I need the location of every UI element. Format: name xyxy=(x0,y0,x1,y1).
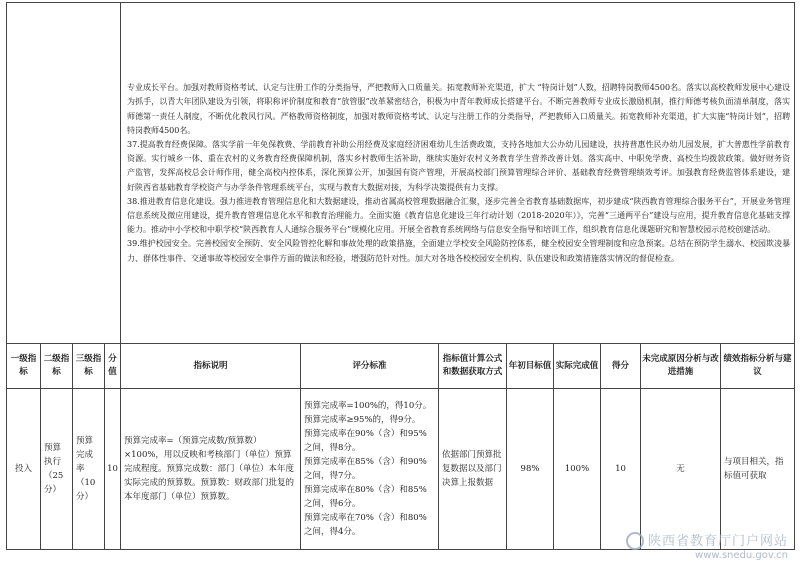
cell-level3: 预算完成率（10分） xyxy=(73,389,105,550)
cell-target: 98% xyxy=(507,389,554,550)
performance-table xyxy=(6,2,795,550)
header-target: 年初目标值 xyxy=(507,344,554,389)
header-got: 得分 xyxy=(601,344,641,389)
paragraph-39-campus-safety: 39.维护校园安全。完善校园安全预防、安全风险管控化解和事故处理的政策措施，全面建立学校安全风险防控体系，健全校园安全管理制度和应急预案。总结在预防学生溺水、校园欺凌暴力、群体性事件、交通事故等校园安全事件方面的做法和经验，增强防范针对性。加大对各地各校校园安全机构、队伍建设和政策措施落实情况的督促检查。 xyxy=(127,239,791,263)
cell-level2: 预算执行（25分） xyxy=(41,389,73,550)
continuation-blank-cell xyxy=(7,3,121,344)
header-level2: 二级指标 xyxy=(41,344,73,389)
paragraph-38-informatization: 38.推进教育信息化建设。强力推进教育管理信息化和大数据建设，推动省属高校管理数据融合汇聚，逐步完善全省教育基础数据库，初步建成“陕西教育管理综合服务平台”，开展业务管理信息系统及微应用建设，提升教育管理信息化水平和教育治理能力。全面实施《教育信息化建设三年行动计划（2018-2020年）》，完善“三通两平台”建设与应用，提升教育信息化基础支撑能力。推动中小学校和中职学校“陕西教育人人通综合服务平台”规模化应用。开展全省教育系统网络与信息安全指导和培训工作，组织教育信息化课题研究和智慧校园示范校创建活动。 xyxy=(127,196,791,235)
header-level1: 一级指标 xyxy=(7,344,41,389)
header-formula: 指标值计算公式和数据获取方式 xyxy=(439,344,507,389)
cell-actual: 100% xyxy=(554,389,601,550)
cell-analysis: 与项目相关，指标值可获取 xyxy=(721,389,795,550)
cell-criteria xyxy=(301,389,439,550)
header-level3: 三级指标 xyxy=(73,344,105,389)
table-row xyxy=(7,389,795,550)
criteria-line: 预算完成率在90%（含）和95%之间，得8分。 xyxy=(304,429,427,453)
continuation-text-cell xyxy=(121,3,795,344)
header-criteria: 评分标准 xyxy=(301,344,439,389)
header-analysis: 绩效指标分析与建议 xyxy=(721,344,795,389)
header-row xyxy=(7,344,795,389)
criteria-line: 预算完成率在70%（含）和80%之间，得4分。 xyxy=(304,513,427,537)
cell-formula: 依据部门预算批复数据以及部门决算上报数据 xyxy=(439,389,507,550)
criteria-line: 预算完成率在85%（含）和90%之间，得7分。 xyxy=(304,457,427,481)
header-score: 分值 xyxy=(105,344,121,389)
watermark-site-name: 陕西省教育厅门户网站 xyxy=(647,533,788,549)
cell-reason: 无 xyxy=(641,389,721,550)
header-actual: 实际完成值 xyxy=(554,344,601,389)
criteria-line: 预算完成率在80%（含）和85%之间，得6分。 xyxy=(304,485,427,509)
watermark xyxy=(626,530,788,562)
paragraph-37-funding: 37.提高教育经费保障。落实学前一年免保教费、学前教育补助公用经费及家庭经济困难幼儿生活费政策，支持各地加大公办幼儿园建设，扶持普惠性民办幼儿园发展，扩大普惠性学前教育资源。实行城乡一体、重在农村的义务教育经费保障机制，落实乡村教师生活补助，继续实施好农村义务教育学生营养改善计划。落实高中、中职免学费、高校生均拨款政策。做好财务资产监管，发挥高校总会计师作用，健全高校内控体系，深化预算公开，加强国有资产管理，开展高校部门预算管理综合评价、基础教育经费管理绩效考评。加强教育经费监管体系建设，建好陕西省基础教育学校资产与办学条件管理系统平台，实现与教育大数据对接，为科学决策提供有力支撑。 xyxy=(127,139,791,192)
paragraph-teacher-development: 专业成长平台。加强对教师资格考试、认定与注册工作的分类指导，严把教师入口质量关。拓宽教师补充渠道，扩大 “特岗计划”人数，招聘特岗教师4500名。落实以高校教师发展中心建设为抓手，以青大年团队建设为引领，将职称评价制度和教育“放管服”改革紧密结合，积极为中青年教师成长搭建平台。不断完善教师专业成长激励机制，推行师德考核负面清单制度，落实师德第一责任人制度，不断优化教风行风。严格教师资格制度，加强对教师资格考试、认定与注册工作的分类指导，严把教师入口质量关。拓宽教师补充渠道，扩大实施“特岗计划”，招聘特岗教师4500名。 xyxy=(127,83,791,135)
document-page xyxy=(6,2,794,550)
criteria-line: 预算完成率=100%的，得10分。 xyxy=(304,401,432,411)
header-reason: 未完成原因分析与改进措施 xyxy=(641,344,721,389)
header-desc: 指标说明 xyxy=(121,344,301,389)
continuation-row xyxy=(7,3,795,344)
emblem-icon xyxy=(626,532,644,550)
criteria-line: 预算完成率≥95%的，得9分。 xyxy=(304,415,421,425)
watermark-url: www.snedu.gov.cn xyxy=(695,550,788,561)
cell-level1: 投入 xyxy=(7,389,41,550)
cell-got: 10 xyxy=(601,389,641,550)
cell-desc: 预算完成率=（预算完成数/预算数）×100%，用以反映和考核部门（单位）预算完成程度。预算完成数：部门（单位）本年度实际完成的预算数。预算数：财政部门批复的本年度部门（单位）预算数。 xyxy=(121,389,301,550)
cell-score: 10 xyxy=(105,389,121,550)
